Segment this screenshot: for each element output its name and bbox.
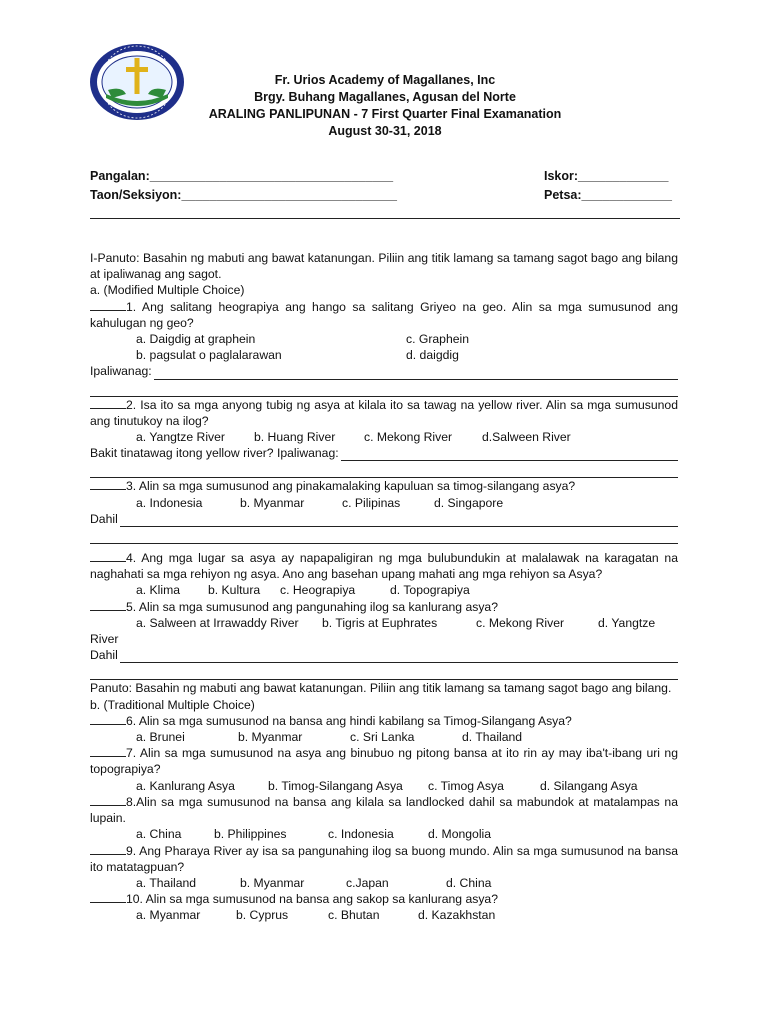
answer-blank-1[interactable] <box>90 299 126 311</box>
question-8: 8.Alin sa mga sumusunod na bansa ang kilala sa landlocked dahil sa mabundok at matalampas na lupain. <box>90 794 678 826</box>
q4-option-d[interactable]: d. Topograpiya <box>390 583 470 598</box>
question-3-options <box>90 495 678 511</box>
part1-type: a. (Modified Multiple Choice) <box>90 283 245 298</box>
answer-blank-2[interactable] <box>90 397 126 409</box>
question-5: 5. Alin sa mga sumusunod ang pangunahing ilog sa kanlurang asya? <box>90 599 678 615</box>
q4-option-c[interactable]: c. Heograpiya <box>280 583 356 598</box>
q7-option-d[interactable]: d. Silangang Asya <box>540 778 638 793</box>
q5-option-a[interactable]: a. Salween at Irrawaddy River <box>136 615 299 630</box>
school-address: Brgy. Buhang Magallanes, Agusan del Norte <box>254 90 516 104</box>
question-10-options <box>90 907 678 923</box>
question-1: 1. Ang salitang heograpiya ang hango sa salitang Griyeo na geo. Alin sa mga sumusunod ang kahulugan ng geo? <box>90 299 678 330</box>
part2-instructions: Panuto: Basahin ng mabuti ang bawat katanungan. Piliin ang titik lamang sa tamang sagot bago ang bilang. <box>90 681 672 696</box>
q7-option-c[interactable]: c. Timog Asya <box>428 778 504 793</box>
q10-option-a[interactable]: a. Myanmar <box>136 908 201 923</box>
score-field[interactable]: Iskor:_____________ <box>544 169 669 183</box>
answer-blank-7[interactable] <box>90 745 126 757</box>
answer-blank-9[interactable] <box>90 843 126 855</box>
question-9-options <box>90 875 678 891</box>
q2-option-a[interactable]: a. Yangtze River <box>136 430 225 445</box>
question-10: 10. Alin sa mga sumusunod na bansa ang sakop sa kanlurang asya? <box>90 891 678 907</box>
q9-option-d[interactable]: d. China <box>446 875 492 890</box>
q2-option-b[interactable]: b. Huang River <box>254 430 336 445</box>
student-fields <box>90 167 680 205</box>
q2-option-c[interactable]: c. Mekong River <box>364 430 453 445</box>
q7-option-a[interactable]: a. Kanlurang Asya <box>136 778 235 793</box>
q5-option-d[interactable]: d. Yangtze <box>598 615 656 630</box>
answer-blank-3[interactable] <box>90 478 126 490</box>
exam-body <box>90 250 678 924</box>
q3-explain-line[interactable]: Dahil <box>90 511 678 527</box>
question-4-options <box>90 582 678 598</box>
q3-option-d[interactable]: d. Singapore <box>434 495 504 510</box>
q3-explain-line-2[interactable] <box>90 527 678 544</box>
exam-date: August 30-31, 2018 <box>328 124 442 138</box>
question-3: 3. Alin sa mga sumusunod ang pinakamalaking kapuluan sa timog-silangang asya? <box>90 478 678 494</box>
answer-blank-10[interactable] <box>90 891 126 903</box>
q2-explain-line[interactable]: Bakit tinatawag itong yellow river? Ipaliwanag: <box>90 445 678 461</box>
q5-option-c[interactable]: c. Mekong River <box>476 615 565 630</box>
q1-option-b[interactable]: b. pagsulat o paglalarawan <box>136 348 282 363</box>
q5-option-b[interactable]: b. Tigris at Euphrates <box>322 615 438 630</box>
part1-instructions: I-Panuto: Basahin ng mabuti ang bawat katanungan. Piliin ang titik lamang sa tamang sagot bago ang bilang at ipaliwanag ang sagot. <box>90 251 678 282</box>
exam-header <box>190 72 580 140</box>
q1-option-d[interactable]: d. daigdig <box>406 348 459 363</box>
question-2: 2. Isa ito sa mga anyong tubig ng asya at kilala ito sa tawag na yellow river. Alin sa mga sumusunod ang tinutukoy na ilog? <box>90 397 678 428</box>
q4-option-b[interactable]: b. Kultura <box>208 583 261 598</box>
question-8-options <box>90 826 678 842</box>
question-9: 9. Ang Pharaya River ay isa sa pangunahing ilog sa buong mundo. Alin sa mga sumusunod na bansa ito matatagpuan? <box>90 843 678 874</box>
q6-option-b[interactable]: b. Myanmar <box>238 730 303 745</box>
q9-option-a[interactable]: a. Thailand <box>136 875 197 890</box>
q10-option-c[interactable]: c. Bhutan <box>328 908 380 923</box>
q1-explain-line[interactable]: Ipaliwanag: <box>90 363 678 379</box>
question-6: 6. Alin sa mga sumusunod na bansa ang hindi kabilang sa Timog-Silangang Asya? <box>90 713 678 729</box>
answer-blank-5[interactable] <box>90 599 126 611</box>
answer-blank-6[interactable] <box>90 713 126 725</box>
q10-option-d[interactable]: d. Kazakhstan <box>418 908 496 923</box>
question-2-options <box>90 429 678 445</box>
q6-option-d[interactable]: d. Thailand <box>462 730 523 745</box>
q1-option-a[interactable]: a. Daigdig at graphein <box>136 332 256 347</box>
question-6-options <box>90 729 678 745</box>
q8-option-b[interactable]: b. Philippines <box>214 827 287 842</box>
question-7-options <box>90 778 678 794</box>
section-field[interactable]: Taon/Seksiyon:_______________________________ <box>90 188 397 202</box>
q8-option-a[interactable]: a. China <box>136 827 182 842</box>
question-5-options <box>90 615 678 631</box>
part2-type: b. (Traditional Multiple Choice) <box>90 697 255 712</box>
q7-option-b[interactable]: b. Timog-Silangang Asya <box>268 778 403 793</box>
q5-option-d-continued: River <box>90 632 119 647</box>
answer-blank-4[interactable] <box>90 550 126 562</box>
q8-option-d[interactable]: d. Mongolia <box>428 827 492 842</box>
q2-explain-line-2[interactable] <box>90 461 678 478</box>
q8-option-c[interactable]: c. Indonesia <box>328 827 394 842</box>
q10-option-b[interactable]: b. Cyprus <box>236 908 289 923</box>
q6-option-a[interactable]: a. Brunei <box>136 730 185 745</box>
q9-option-c[interactable]: c.Japan <box>346 875 389 890</box>
q3-option-a[interactable]: a. Indonesia <box>136 495 203 510</box>
q4-option-a[interactable]: a. Klima <box>136 583 181 598</box>
question-4: 4. Ang mga lugar sa asya ay napapaligiran ng mga bulubundukin at malalawak na karagatan na naghahati sa mga rehiyon ng asya. Ano ang basehan upang mahati ang mga rehiyon sa Asya? <box>90 551 678 582</box>
q2-option-d[interactable]: d.Salween River <box>482 430 571 445</box>
q1-option-c[interactable]: c. Graphein <box>406 332 470 347</box>
name-field[interactable]: Pangalan:___________________________________ <box>90 169 394 183</box>
q3-option-c[interactable]: c. Pilipinas <box>342 495 401 510</box>
school-seal-logo <box>88 42 186 122</box>
question-1-options-row2 <box>90 347 678 363</box>
question-7: 7. Alin sa mga sumusunod na asya ang binubuo ng pitong bansa at ito rin ay may iba't-ibang uri ng topograpiya? <box>90 746 678 777</box>
q3-option-b[interactable]: b. Myanmar <box>240 495 305 510</box>
question-1-options-row1 <box>90 331 678 347</box>
q6-option-c[interactable]: c. Sri Lanka <box>350 730 415 745</box>
q9-option-b[interactable]: b. Myanmar <box>240 875 305 890</box>
school-name: Fr. Urios Academy of Magallanes, Inc <box>274 73 496 87</box>
answer-blank-8[interactable] <box>90 794 126 806</box>
date-field[interactable]: Petsa:_____________ <box>544 188 672 202</box>
exam-title: ARALING PANLIPUNAN - 7 First Quarter Final Examanation <box>208 107 562 121</box>
q5-explain-line[interactable]: Dahil <box>90 647 678 663</box>
q1-explain-line-2[interactable] <box>90 380 678 397</box>
q5-explain-line-2[interactable] <box>90 663 678 680</box>
header-divider <box>90 218 680 219</box>
